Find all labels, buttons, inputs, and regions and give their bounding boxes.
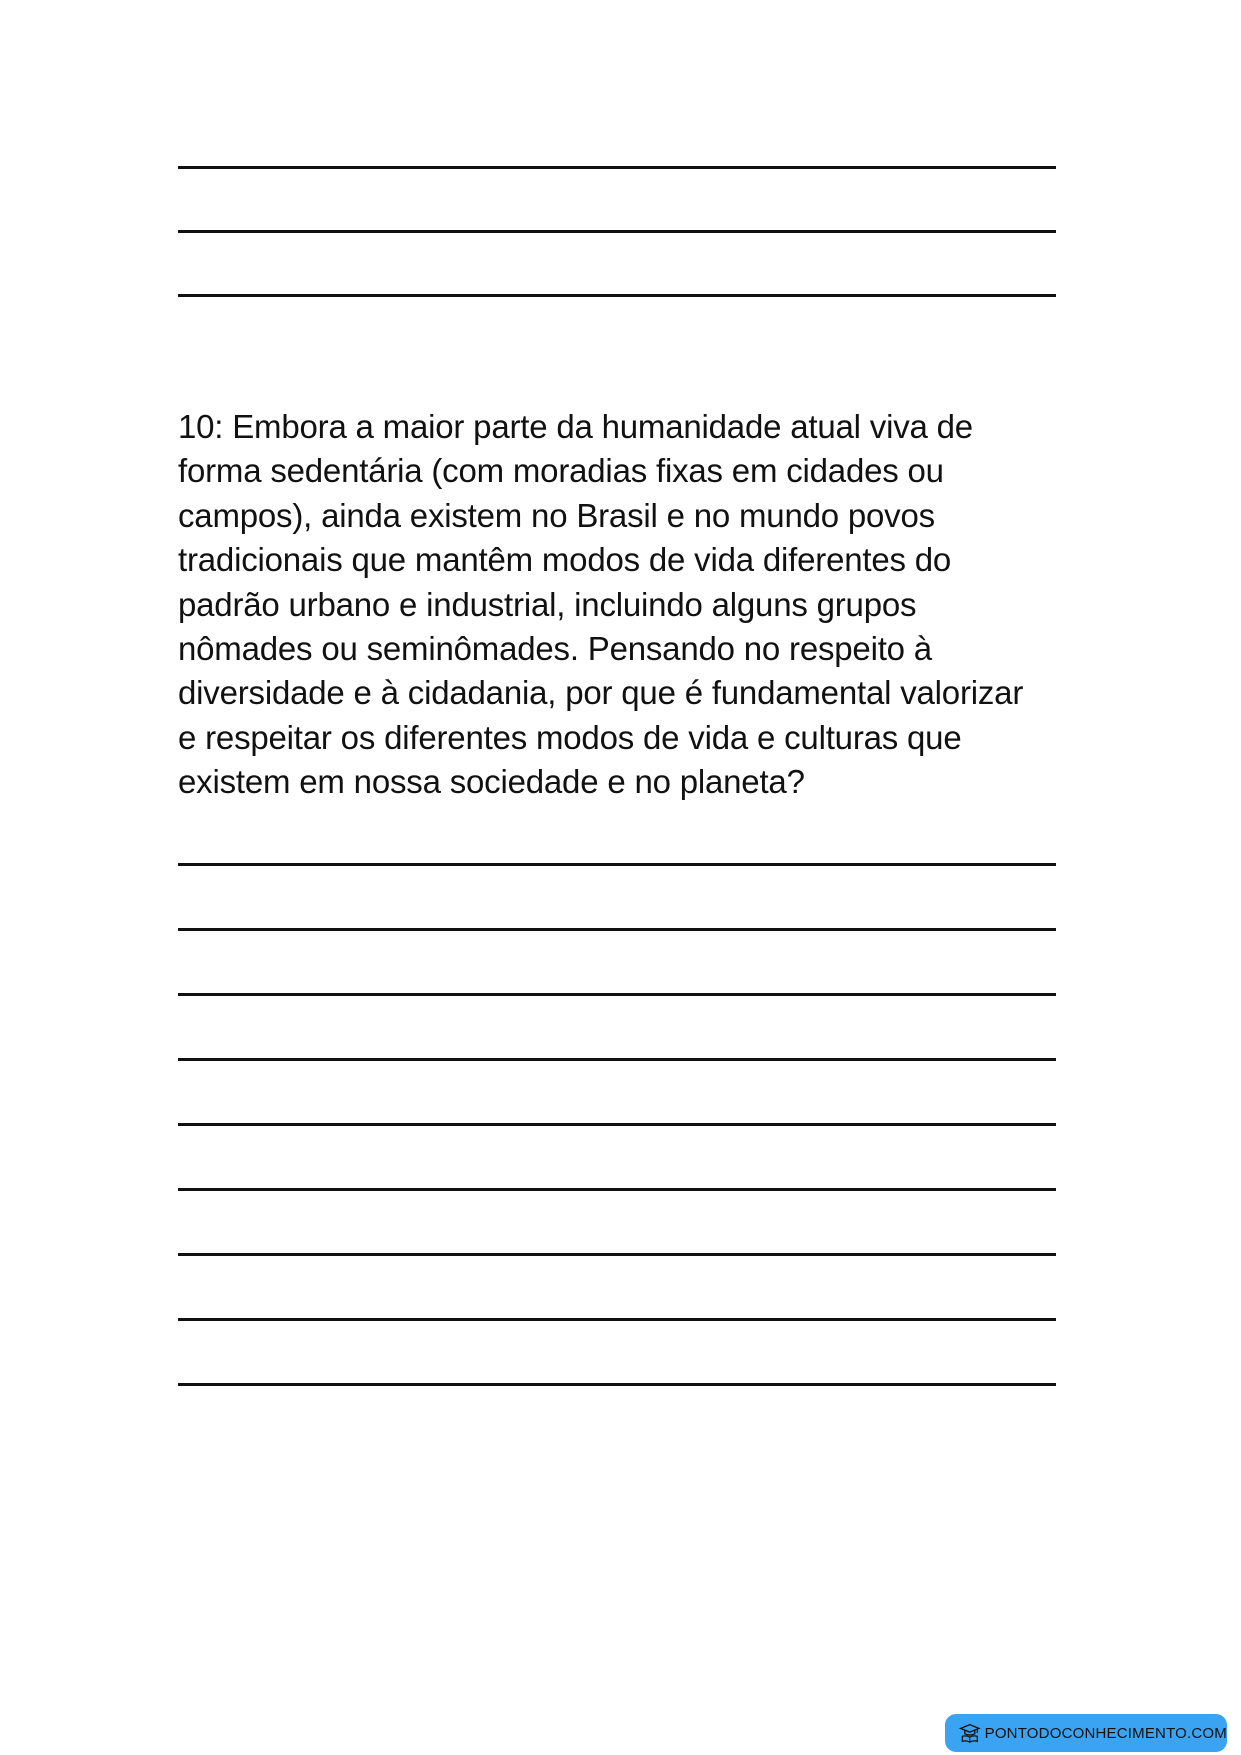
answer-lines-previous-question [178,166,1056,358]
answer-line[interactable] [178,863,1056,866]
answer-line[interactable] [178,928,1056,931]
answer-line[interactable] [178,993,1056,996]
question-10-text: 10: Embora a maior parte da humanidade atual viva de forma sedentária (com moradias fixas em cidades ou campos), ainda existem no Brasil e no mundo povos tradicionais que mantêm modos de vida diferentes do padrão urbano e industrial, incluindo alguns grupos nômades ou seminômades. Pensando no respeito à diversidade e à cidadania, por que é fundamental valorizar e respeitar os diferentes modos de vida e culturas que existem em nossa sociedade e no planeta? [178,408,1024,801]
answer-line[interactable] [178,166,1056,169]
answer-line[interactable] [178,1123,1056,1126]
answer-line[interactable] [178,1383,1056,1386]
answer-line[interactable] [178,1318,1056,1321]
answer-line[interactable] [178,1058,1056,1061]
answer-line[interactable] [178,294,1056,297]
graduate-book-icon [959,1720,981,1746]
answer-lines-question-10 [178,863,1056,1448]
watermark-text: PONTODOCONHECIMENTO.COM [984,1724,1227,1742]
answer-line[interactable] [178,1188,1056,1191]
answer-line[interactable] [178,230,1056,233]
answer-line[interactable] [178,1253,1056,1256]
site-watermark-badge [945,1714,1227,1752]
